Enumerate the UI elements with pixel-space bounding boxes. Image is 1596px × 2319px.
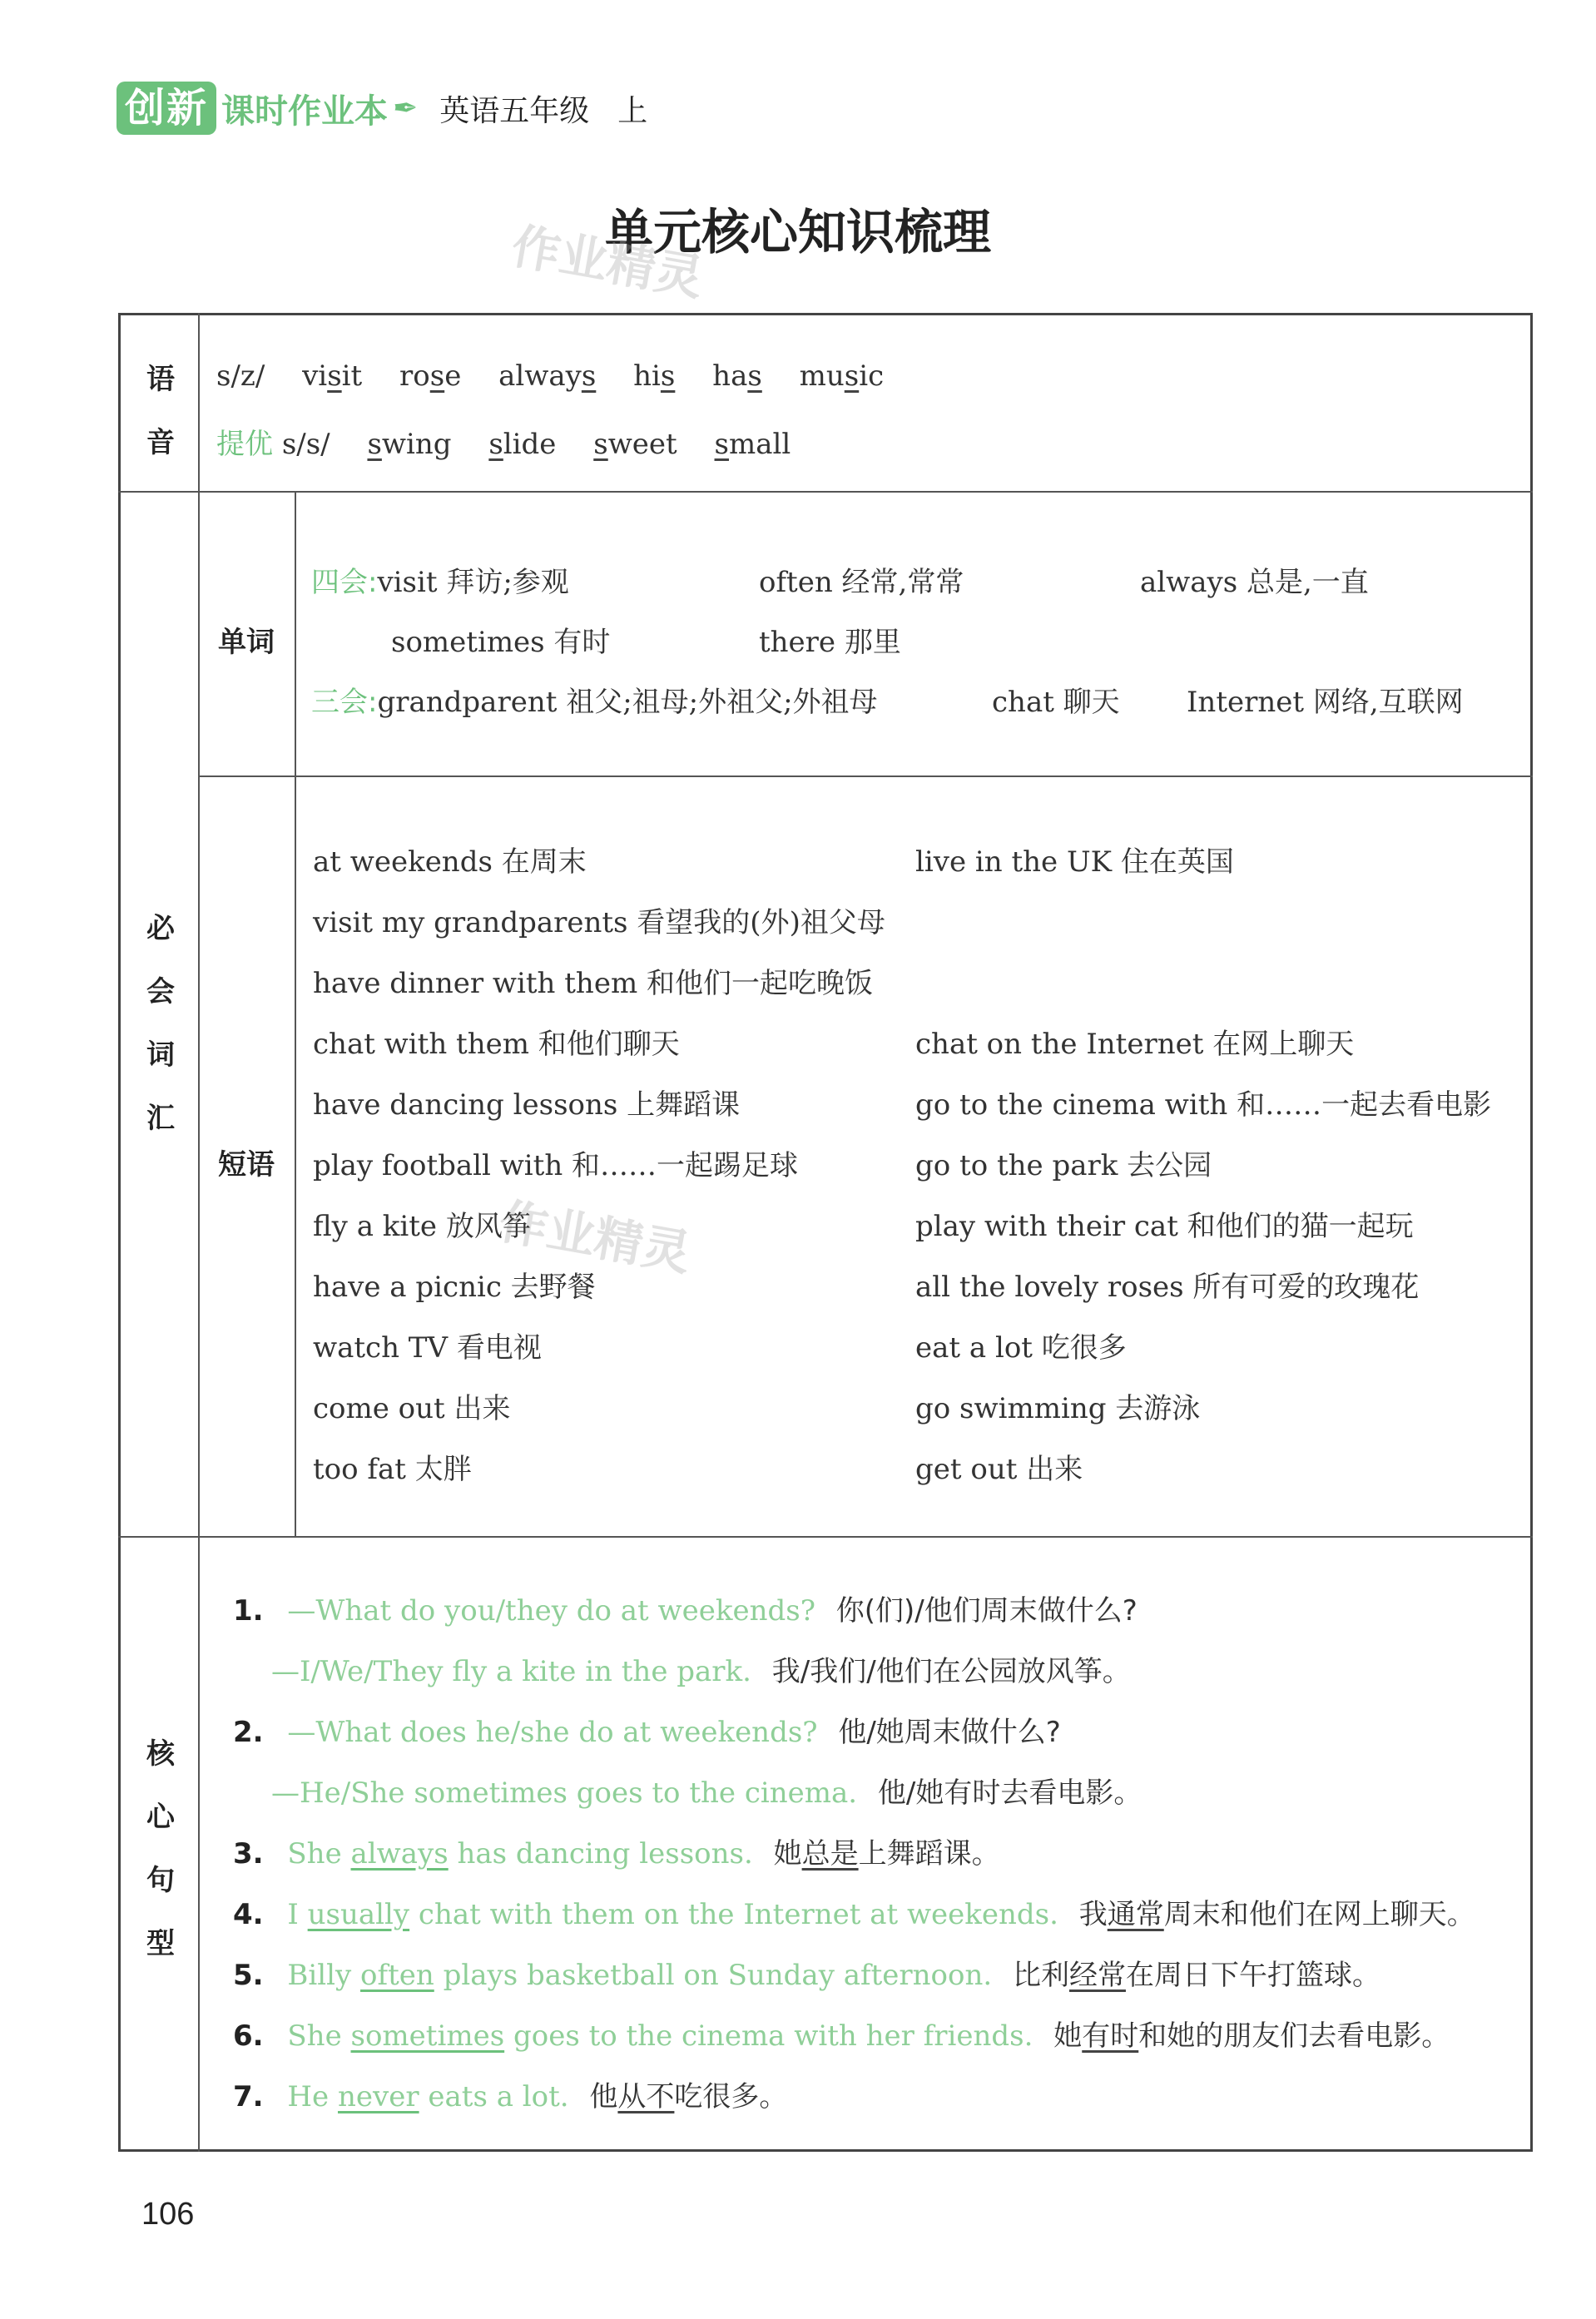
phonics-word: small bbox=[714, 428, 791, 461]
sentence-chinese: 你(们)/他们周末做什么? bbox=[835, 1594, 1138, 1628]
sentence-label: 句 bbox=[146, 1864, 175, 1897]
phrase-entry: chat with them 和他们聊天 bbox=[313, 1028, 680, 1061]
phonics-word: his bbox=[633, 359, 676, 393]
sentence-2-answer bbox=[271, 1770, 1142, 1811]
phrase-entry: get out 出来 bbox=[915, 1453, 1083, 1486]
sentence-number: 5. bbox=[233, 1959, 264, 1992]
phonics-word: sweet bbox=[593, 428, 677, 461]
phrase-entry: play with their cat 和他们的猫一起玩 bbox=[915, 1210, 1414, 1243]
sentence-5 bbox=[233, 1952, 1380, 1993]
phonics-word: slide bbox=[488, 428, 557, 461]
word-entry: often 经常,常常 bbox=[759, 566, 964, 599]
word-entry: always 总是,一直 bbox=[1140, 566, 1369, 599]
brand-logo: 创新 bbox=[116, 82, 216, 135]
phrase-entry: have dinner with them 和他们一起吃晚饭 bbox=[313, 967, 873, 1000]
phrase-entry: have dancing lessons 上舞蹈课 bbox=[313, 1088, 741, 1122]
sentence-7 bbox=[233, 2074, 787, 2114]
word-entry: sometimes 有时 bbox=[391, 626, 611, 659]
frequency-word: often bbox=[360, 1959, 434, 1992]
sentence-label: 心 bbox=[146, 1801, 175, 1834]
phonics-word: music bbox=[799, 359, 885, 393]
frequency-word: sometimes bbox=[350, 2019, 505, 2053]
phrase-entry: have a picnic 去野餐 bbox=[313, 1271, 596, 1304]
sentence-chinese: 他/她周末做什么? bbox=[838, 1716, 1061, 1749]
sentence-1-question bbox=[233, 1588, 1138, 1628]
watermark: 作业精灵 bbox=[507, 217, 708, 307]
advanced-tag: 提优 bbox=[216, 428, 273, 461]
phonics-label: 音 bbox=[146, 426, 175, 459]
row-divider bbox=[118, 1536, 1533, 1538]
sentence-english: She always has dancing lessons. bbox=[287, 1837, 753, 1871]
sentence-label: 核 bbox=[146, 1737, 175, 1771]
sentence-english: I usually chat with them on the Internet at weekends. bbox=[287, 1898, 1058, 1931]
sentence-chinese: 她有时和她的朋友们去看电影。 bbox=[1053, 2019, 1450, 2053]
phrase-entry: go swimming 去游泳 bbox=[915, 1392, 1201, 1425]
word-entry: grandparent 祖父;祖母;外祖父;外祖母 bbox=[377, 686, 878, 719]
book-header bbox=[116, 79, 647, 137]
frequency-word: usually bbox=[307, 1898, 410, 1931]
sentence-4 bbox=[233, 1891, 1475, 1932]
vocab-label: 会 bbox=[146, 975, 175, 1008]
sentence-english: He never eats a lot. bbox=[287, 2080, 569, 2113]
phrase-entry: come out 出来 bbox=[313, 1392, 511, 1425]
sentence-chinese: 我通常周末和他们在网上聊天。 bbox=[1078, 1898, 1475, 1931]
watermark: 作业精灵 bbox=[494, 1192, 696, 1282]
word-row bbox=[311, 679, 878, 720]
words-label: 单词 bbox=[218, 626, 275, 659]
col-divider bbox=[198, 313, 200, 2152]
phonics-word: has bbox=[712, 359, 762, 393]
sentence-number: 4. bbox=[233, 1898, 264, 1931]
sentence-number: 3. bbox=[233, 1837, 264, 1871]
sentence-english: —What do you/they do at weekends? bbox=[287, 1594, 815, 1628]
level-tag: 三会: bbox=[311, 686, 378, 719]
sentence-english: —I/We/They fly a kite in the park. bbox=[271, 1655, 751, 1688]
frequency-word-zh: 总是 bbox=[801, 1837, 859, 1871]
phrase-entry: go to the park 去公园 bbox=[915, 1149, 1212, 1182]
sentence-3 bbox=[233, 1831, 1000, 1871]
level-tag: 四会: bbox=[311, 566, 378, 599]
frequency-word-zh: 有时 bbox=[1082, 2019, 1139, 2053]
sentence-number: 1. bbox=[233, 1594, 264, 1628]
sentence-number: 7. bbox=[233, 2080, 264, 2113]
frequency-word-zh: 通常 bbox=[1107, 1898, 1164, 1931]
sentence-chinese: 他/她有时去看电影。 bbox=[877, 1776, 1142, 1810]
phrase-entry: too fat 太胖 bbox=[313, 1453, 472, 1486]
subject-label: 英语五年级 bbox=[439, 93, 590, 128]
frequency-word: never bbox=[337, 2080, 419, 2113]
sentence-2-question bbox=[233, 1709, 1061, 1750]
phrase-entry: live in the UK 住在英国 bbox=[915, 845, 1234, 879]
phonics-word: rose bbox=[399, 359, 462, 393]
sound-symbol: s/s/ bbox=[281, 428, 330, 461]
phonics-word: always bbox=[498, 359, 597, 393]
sentence-chinese: 比利经常在周日下午打篮球。 bbox=[1012, 1959, 1380, 1992]
sentence-6 bbox=[233, 2013, 1450, 2054]
sentence-chinese: 她总是上舞蹈课。 bbox=[773, 1837, 1000, 1871]
phrases-label: 短语 bbox=[218, 1148, 275, 1182]
phrase-entry: at weekends 在周末 bbox=[313, 845, 587, 879]
phonics-label: 语 bbox=[146, 363, 175, 396]
phrase-entry: chat on the Internet 在网上聊天 bbox=[915, 1028, 1355, 1061]
volume-label: 上 bbox=[617, 93, 648, 128]
row-divider bbox=[198, 775, 1533, 777]
phrase-entry: visit my grandparents 看望我的(外)祖父母 bbox=[313, 906, 885, 939]
phrase-entry: watch TV 看电视 bbox=[313, 1331, 542, 1365]
phrase-entry: play football with 和……一起踢足球 bbox=[313, 1149, 799, 1182]
sentence-chinese: 我/我们/他们在公园放风筝。 bbox=[771, 1655, 1131, 1688]
sound-symbol: s/z/ bbox=[216, 359, 265, 393]
frequency-word-zh: 经常 bbox=[1068, 1959, 1126, 1992]
word-entry: Internet 网络,互联网 bbox=[1187, 686, 1464, 719]
word-row bbox=[311, 559, 569, 600]
vocab-label: 必 bbox=[146, 912, 175, 945]
sentence-english: —What does he/she do at weekends? bbox=[287, 1716, 818, 1749]
phrase-entry: eat a lot 吃很多 bbox=[915, 1331, 1127, 1365]
sentence-number: 2. bbox=[233, 1716, 264, 1749]
phrase-entry: all the lovely roses 所有可爱的玫瑰花 bbox=[915, 1271, 1420, 1304]
phrase-entry: go to the cinema with 和……一起去看电影 bbox=[915, 1088, 1492, 1122]
row-divider bbox=[118, 491, 1533, 493]
vocab-label: 词 bbox=[146, 1038, 175, 1072]
phonics-row-1 bbox=[216, 359, 884, 393]
col-divider bbox=[295, 491, 296, 1536]
phonics-row-2 bbox=[216, 421, 791, 462]
page-title: 单元核心知识梳理 bbox=[604, 204, 991, 260]
sentence-label: 型 bbox=[146, 1927, 175, 1960]
pen-icon: ✒ bbox=[393, 91, 419, 126]
sentence-1-answer bbox=[271, 1648, 1131, 1689]
word-entry: chat 聊天 bbox=[992, 686, 1120, 719]
sentence-number: 6. bbox=[233, 2019, 264, 2053]
frequency-word-zh: 从不 bbox=[617, 2080, 675, 2113]
word-entry: there 那里 bbox=[759, 626, 901, 659]
brand-name: 课时作业本 bbox=[221, 92, 389, 131]
phonics-word: swing bbox=[367, 428, 452, 461]
phonics-word: visit bbox=[302, 359, 363, 393]
word-entry: visit 拜访;参观 bbox=[377, 566, 569, 599]
sentence-chinese: 他从不吃很多。 bbox=[589, 2080, 788, 2113]
sentence-english: Billy often plays basketball on Sunday afternoon. bbox=[287, 1959, 993, 1992]
vocab-label: 汇 bbox=[146, 1102, 175, 1135]
phrase-entry: fly a kite 放风筝 bbox=[313, 1210, 531, 1243]
sentence-english: She sometimes goes to the cinema with her friends. bbox=[287, 2019, 1033, 2053]
sentence-english: —He/She sometimes goes to the cinema. bbox=[271, 1776, 858, 1810]
frequency-word: always bbox=[350, 1837, 449, 1871]
page-number: 106 bbox=[141, 2197, 195, 2232]
